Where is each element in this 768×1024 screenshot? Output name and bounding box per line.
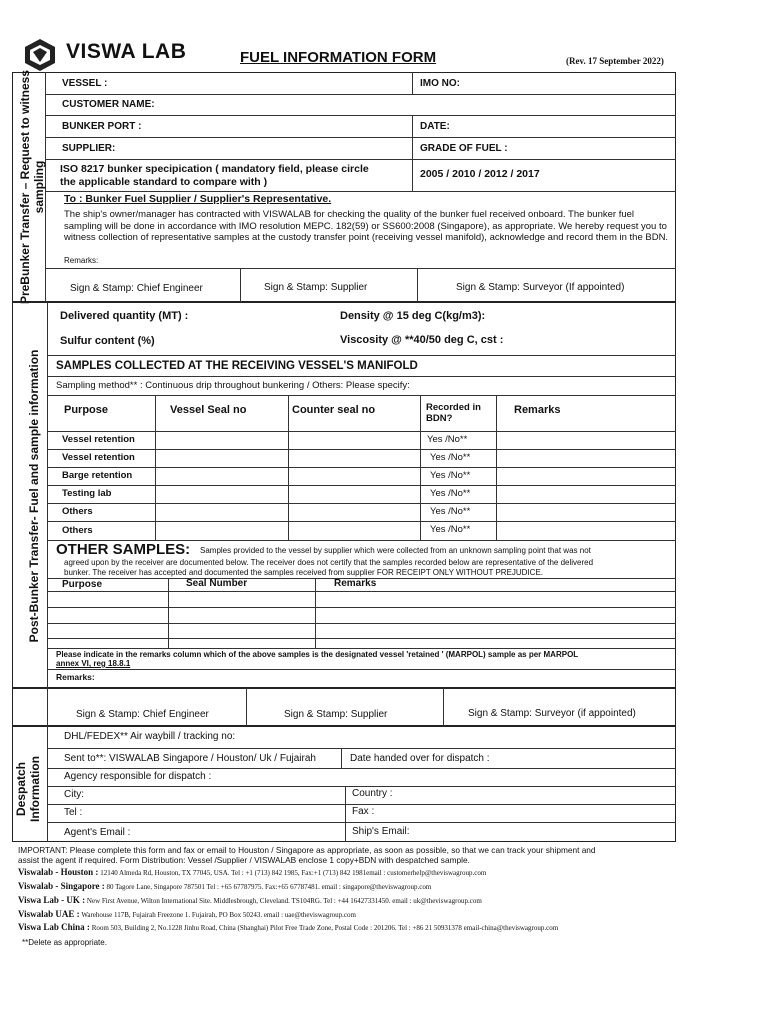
important-note-2: assist the agent if required. Form Distribution: Vessel /Supplier / VISWALAB enclose 1 copy+BDN with despatched sample.	[18, 855, 470, 865]
density-label: Density @ 15 deg C(kg/m3):	[340, 310, 486, 322]
important-note-1: IMPORTANT: Please complete this form and fax or email to Houston / Singapore as appropriate, as soon as possible, so that we can track your shipment and	[18, 845, 596, 855]
grade-label: GRADE OF FUEL :	[420, 143, 508, 154]
side-label-despatch: Despatch Information	[14, 756, 42, 822]
iso-text-1: ISO 8217 bunker specipication ( mandatory field, please circle	[60, 163, 369, 175]
sign-chief-engineer[interactable]: Sign & Stamp: Chief Engineer	[70, 283, 203, 294]
samples-title: SAMPLES COLLECTED AT THE RECEIVING VESSEL'S MANIFOLD	[56, 360, 418, 372]
marpol-note-2: annex VI, reg 18.8.1	[56, 659, 131, 668]
fax-label[interactable]: Fax :	[352, 806, 375, 817]
office-uk	[18, 895, 482, 905]
row-bdn[interactable]: Yes /No**	[430, 524, 471, 535]
col-remarks: Remarks	[514, 404, 561, 416]
other-samples-text-1: Samples provided to the vessel by supplier which were collected from an unknown sampling point that was not	[200, 546, 591, 555]
office-name: Viswa Lab China :	[18, 922, 90, 932]
vessel-label: VESSEL :	[62, 78, 108, 89]
sent-to-label[interactable]: Sent to**: VISWALAB Singapore / Houston/ Uk / Fujairah	[64, 753, 316, 764]
office-houston	[18, 867, 486, 877]
revision-date: (Rev. 17 September 2022)	[566, 56, 664, 66]
date-label: DATE:	[420, 121, 450, 132]
col-purpose: Purpose	[64, 404, 109, 416]
viscosity-label: Viscosity @ **40/50 deg C, cst :	[340, 334, 504, 346]
iso-years[interactable]: 2005 / 2010 / 2012 / 2017	[420, 168, 540, 180]
row-bdn[interactable]: Yes /No**	[430, 470, 471, 481]
iso-text-2: the applicable standard to compare with )	[60, 176, 268, 188]
office-address: Room 503, Building 2, No.1228 Jinhu Road, China (Shanghai) Pilot Free Trade Zone, Postal Code : 201206. Tel : +86 21 50931378 email-china@theviswagroup.com	[91, 924, 559, 932]
office-address: Warehouse 117B, Fujairah Freezone 1. Fujairah, PO Box 50243. email : uae@theviswagroup.com	[81, 911, 356, 919]
signature-row-2	[12, 688, 676, 726]
sign-supplier-2[interactable]: Sign & Stamp: Supplier	[284, 709, 388, 720]
tracking-label[interactable]: DHL/FEDEX** Air waybill / tracking no:	[64, 731, 236, 742]
row-bdn[interactable]: Yes /No**	[430, 506, 471, 517]
brand-name: VISWA LAB	[66, 40, 187, 63]
office-uae	[18, 909, 356, 919]
sign-surveyor-2[interactable]: Sign & Stamp: Surveyor (if appointed)	[468, 708, 636, 719]
col-counter-seal: Counter seal no	[292, 404, 376, 416]
other-samples-title: OTHER SAMPLES:	[56, 541, 191, 558]
delete-note: **Delete as appropriate.	[22, 938, 107, 947]
office-name: Viswalab - Houston :	[18, 867, 99, 877]
sulfur-label: Sulfur content (%)	[60, 335, 155, 347]
date-handed-label[interactable]: Date handed over for dispatch :	[350, 753, 490, 764]
other-samples-text-2: agreed upon by the receiver are documented below. The receiver does not certify that the samples recorded below are representative of the delivered	[64, 558, 594, 567]
office-name: Viswa Lab - UK :	[18, 895, 86, 905]
other-col-remarks: Remarks	[334, 578, 377, 589]
agent-email-label[interactable]: Agent's Email :	[64, 827, 131, 838]
supplier-label: SUPPLIER:	[62, 143, 116, 154]
col-recorded-bdn: Recorded in BDN?	[426, 402, 481, 424]
office-address: New First Avenue, Wilton International Site. Middlesbrough, Cleveland. TS104RG. Tel : +44 16427331450. email : uk@theviswagroup.com	[86, 897, 482, 905]
row-purpose: Others	[62, 525, 93, 536]
city-label[interactable]: City:	[64, 789, 84, 800]
remarks-label-2: Remarks:	[56, 672, 95, 682]
row-bdn[interactable]: Yes /No**	[427, 434, 468, 445]
office-name: Viswalab - Singapore :	[18, 881, 105, 891]
customer-label: CUSTOMER NAME:	[62, 99, 155, 110]
agency-label[interactable]: Agency responsible for dispatch :	[64, 771, 212, 782]
tel-label[interactable]: Tel :	[64, 807, 83, 818]
office-name: Viswalab UAE :	[18, 909, 80, 919]
other-col-seal: Seal Number	[186, 578, 248, 589]
sign-supplier[interactable]: Sign & Stamp: Supplier	[264, 282, 368, 293]
col-vessel-seal: Vessel Seal no	[170, 404, 247, 416]
request-paragraph: The ship's owner/manager has contracted with VISWALAB for checking the quality of the bunker fuel received onboard. The bunker fuel sampling will be done in accordance with IMO resolution MEPC. 182(59) or SS600:2008 (Singapore), as appropriate. We hereby request you to witness collection of representative samples at the custody transfer point (receiving vessel manifold), acknowledge and record them in the BDN.	[64, 209, 669, 243]
row-purpose: Others	[62, 506, 93, 517]
row-purpose: Testing lab	[62, 488, 112, 499]
marpol-note-1: Please indicate in the remarks column which of the above samples is the designated vessel 'retained ' (MARPOL) sample as per MARPOL	[56, 650, 579, 659]
row-purpose: Vessel retention	[62, 434, 135, 445]
remarks-label: Remarks:	[64, 256, 99, 265]
bunker-port-label: BUNKER PORT :	[62, 121, 142, 132]
office-singapore	[18, 881, 431, 891]
form-title: FUEL INFORMATION FORM	[240, 49, 437, 66]
despatch-section	[12, 726, 676, 842]
row-purpose: Vessel retention	[62, 452, 135, 463]
imo-label: IMO NO:	[420, 78, 460, 89]
row-bdn[interactable]: Yes /No**	[430, 452, 471, 463]
country-label[interactable]: Country :	[352, 788, 393, 799]
row-bdn[interactable]: Yes /No**	[430, 488, 471, 499]
office-china	[18, 922, 558, 932]
ship-email-label[interactable]: Ship's Email:	[352, 826, 410, 837]
office-address: 12140 Almeda Rd, Houston, TX 77045, USA. Tel : +1 (713) 842 1985, Fax:+1 (713) 842 1981email : customerhelp@theviswagroup.com	[100, 869, 487, 877]
other-samples-text-3: bunker. The receiver has accepted and documented the samples received from supplier FOR RECEIPT ONLY WITHOUT PREJUDICE.	[64, 568, 544, 577]
sign-chief-engineer-2[interactable]: Sign & Stamp: Chief Engineer	[76, 709, 209, 720]
delivered-quantity-label: Delivered quantity (MT) :	[60, 310, 189, 322]
side-label-postbunker: Post-Bunker Transfer- Fuel and sample information	[27, 349, 41, 643]
row-purpose: Barge retention	[62, 470, 133, 481]
to-supplier-heading: To : Bunker Fuel Supplier / Supplier's Representative.	[64, 193, 332, 205]
side-label-prebunker: PreBunker Transfer – Request to witness sampling	[18, 69, 46, 305]
office-address: 80 Tagore Lane, Singapore 787501 Tel : +65 67787975. Fax:+65 67787481. email : singapore@theviswagroup.com	[106, 883, 432, 891]
sign-surveyor[interactable]: Sign & Stamp: Surveyor (If appointed)	[456, 282, 625, 293]
sampling-method: Sampling method** : Continuous drip throughout bunkering / Others: Please specify:	[56, 380, 410, 391]
other-col-purpose: Purpose	[62, 579, 103, 590]
